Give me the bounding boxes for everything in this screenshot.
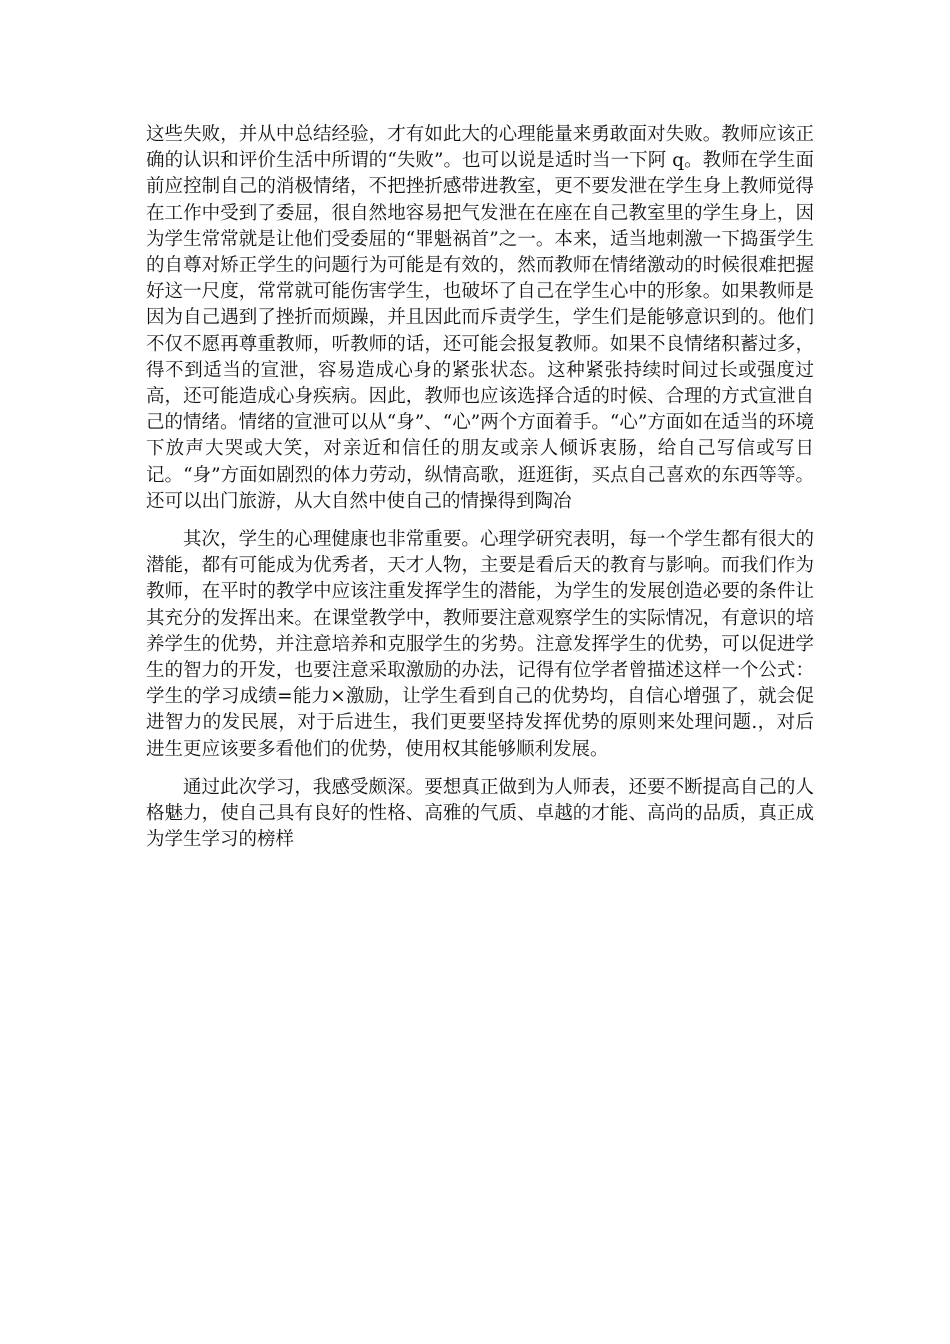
paragraph-1: 这些失败，并从中总结经验，才有如此大的心理能量来勇敢面对失败。教师应该正确的认识和评价生活中所谓的“失败”。也可以说是适时当一下阿 q。教师在学生面前应控制自己的消极情绪，不把挫折感带进教室，更不要发泄在学生身上教师觉得在工作中受到了委屈，很自然地容易把气发泄在在座在自己教室里的学生身上，因为学生常常就是让他们受委屈的“罪魁祸首”之一。本来，适当地刺激一下捣蛋学生的自尊对矫正学生的问题行为可能是有效的，然而教师在情绪激动的时候很难把握好这一尺度，常常就可能伤害学生，也破坏了自己在学生心中的形象。如果教师是因为自己遇到了挫折而烦躁，并且因此而斥责学生，学生们是能够意识到的。他们不仅不愿再尊重教师，听教师的话，还可能会报复教师。如果不良情绪积蓄过多，得不到适当的宣泄，容易造成心身的紧张状态。这种紧张持续时间过长或强度过高，还可能造成心身疾病。因此，教师也应该选择合适的时候、合理的方式宣泄自己的情绪。情绪的宣泄可以从“身”、“心”两个方面着手。“心”方面如在适当的环境下放声大哭或大笑，对亲近和信任的朋友或亲人倾诉衷肠，给自己写信或写日记。“身”方面如剧烈的体力劳动，纵情高歌，逛逛街，买点自己喜欢的东西等等。还可以出门旅游，从大自然中使自己的情操得到陶冶: [146, 124, 814, 512]
paragraph-3: 通过此次学习，我感受颇深。要想真正做到为人师表，还要不断提高自己的人格魅力，使自己具有良好的性格、高雅的气质、卓越的才能、高尚的品质，真正成为学生学习的榜样: [146, 776, 814, 851]
paragraph-2: 其次，学生的心理健康也非常重要。心理学研究表明，每一个学生都有很大的潜能，都有可能成为优秀者，天才人物，主要是看后天的教育与影响。而我们作为教师，在平时的教学中应该注重发挥学生的潜能，为学生的发展创造必要的条件让其充分的发挥出来。在课堂教学中，教师要注意观察学生的实际情况，有意识的培养学生的优势，并注意培养和克服学生的劣势。注意发挥学生的优势，可以促进学生的智力的开发，也要注意采取激励的办法，记得有位学者曾描述这样一个公式：学生的学习成绩=能力×激励，让学生看到自己的优势均，自信心增强了，就会促进智力的发民展，对于后进生，我们更要坚持发挥优势的原则来处理问题.，对后进生更应该要多看他们的优势，使用权其能够顺利发展。: [146, 529, 814, 760]
document-body: [146, 122, 814, 853]
